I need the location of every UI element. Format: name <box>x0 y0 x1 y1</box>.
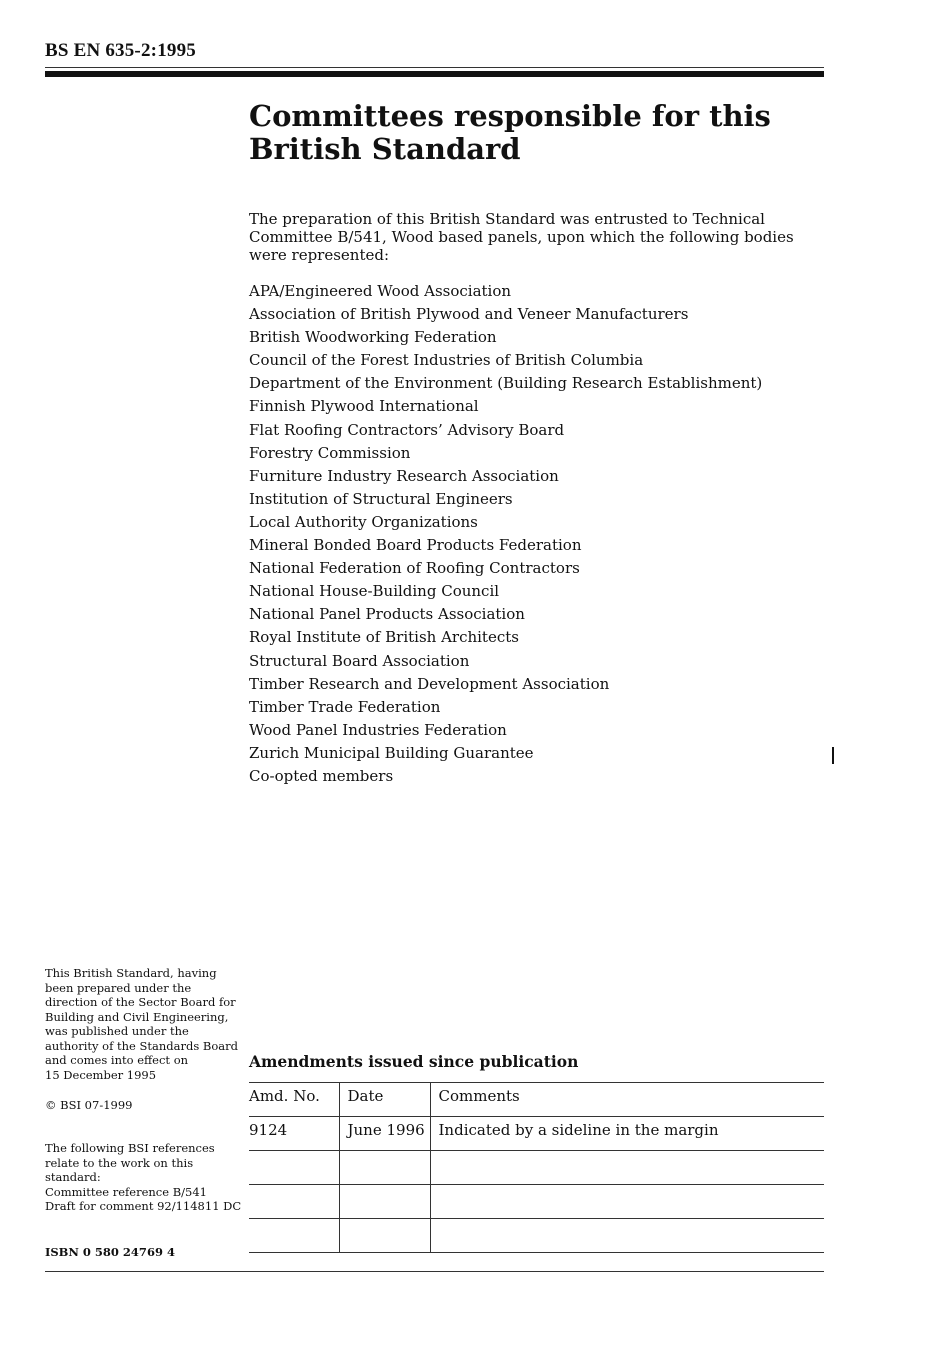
amendments-title: Amendments issued since publication <box>249 1052 579 1071</box>
comments-cell: Indicated by a sideline in the margin <box>430 1117 824 1151</box>
references-line: The following BSI references <box>45 1141 215 1155</box>
amendments-table <box>249 1082 824 1253</box>
column-header-comments: Comments <box>430 1083 824 1117</box>
list-item: Forestry Commission <box>249 443 411 462</box>
list-item: Institution of Structural Engineers <box>249 489 513 508</box>
amd-no-cell <box>249 1219 339 1253</box>
amd-no-cell: 9124 <box>249 1117 339 1151</box>
publication-note-line: direction of the Sector Board for <box>45 995 236 1009</box>
column-header-amd-no: Amd. No. <box>249 1083 339 1117</box>
list-item: Wood Panel Industries Federation <box>249 720 507 739</box>
list-item: Co-opted members <box>249 766 394 785</box>
list-item: National House-Building Council <box>249 582 500 601</box>
represented-bodies-list <box>249 282 762 790</box>
references-line: Committee reference B/541 <box>45 1184 207 1199</box>
title-line-2: British Standard <box>249 132 521 166</box>
publication-note-line: and comes into effect on <box>45 1053 189 1067</box>
date-cell <box>339 1185 430 1219</box>
list-item: Finnish Plywood International <box>249 397 479 416</box>
amd-no-cell <box>249 1185 339 1219</box>
list-item: Local Authority Organizations <box>249 512 478 531</box>
references-line: relate to the work on this <box>45 1155 194 1170</box>
table-header-row <box>249 1083 824 1117</box>
header-thick-rule <box>45 71 824 77</box>
list-item: National Panel Products Association <box>249 605 525 624</box>
publication-note-line: Building and Civil Engineering, <box>45 1009 229 1024</box>
list-item: Mineral Bonded Board Products Federation <box>249 536 582 555</box>
publication-note-line: was published under the <box>45 1024 189 1038</box>
publication-note <box>45 966 245 1082</box>
footer-rule <box>45 1271 824 1272</box>
list-item: Structural Board Association <box>249 651 470 670</box>
list-item: Furniture Industry Research Association <box>249 466 559 485</box>
table-row <box>249 1219 824 1253</box>
date-cell <box>339 1151 430 1185</box>
publication-note-line: 15 December 1995 <box>45 1067 157 1082</box>
title-line-1: Committees responsible for this <box>249 99 771 133</box>
list-item: National Federation of Roofing Contractors <box>249 559 580 578</box>
document-code: BS EN 635-2:1995 <box>45 40 196 61</box>
isbn: ISBN 0 580 24769 4 <box>45 1245 175 1259</box>
publication-note-line: This British Standard, having <box>45 966 217 980</box>
date-cell: June 1996 <box>339 1117 430 1151</box>
comments-cell <box>430 1151 824 1185</box>
publication-note-line: authority of the Standards Board <box>45 1038 238 1053</box>
table-row <box>249 1185 824 1219</box>
references-line: standard: <box>45 1170 101 1184</box>
bsi-references-note <box>45 1141 245 1214</box>
column-header-date: Date <box>339 1083 430 1117</box>
list-item: Timber Trade Federation <box>249 697 441 716</box>
amendment-sideline <box>832 747 834 764</box>
list-item: Council of the Forest Industries of British Columbia <box>249 351 644 370</box>
list-item: Association of British Plywood and Veneer Manufacturers <box>249 305 689 324</box>
table-row <box>249 1117 824 1151</box>
intro-paragraph: The preparation of this British Standard was entrusted to Technical Committee B/541, Wood based panels, upon which the following bodies were represented: <box>249 210 794 264</box>
copyright-note: © BSI 07-1999 <box>45 1098 133 1112</box>
comments-cell <box>430 1219 824 1253</box>
comments-cell <box>430 1185 824 1219</box>
references-line: Draft for comment 92/114811 DC <box>45 1199 242 1213</box>
date-cell <box>339 1219 430 1253</box>
list-item: Department of the Environment (Building Research Establishment) <box>249 374 763 393</box>
list-item: APA/Engineered Wood Association <box>249 282 512 300</box>
header-thin-rule <box>45 67 824 68</box>
page-title <box>249 100 824 166</box>
list-item: Zurich Municipal Building Guarantee <box>249 743 534 762</box>
list-item: Royal Institute of British Architects <box>249 628 519 647</box>
table-row <box>249 1151 824 1185</box>
amd-no-cell <box>249 1151 339 1185</box>
list-item: Flat Roofing Contractors’ Advisory Board <box>249 420 565 439</box>
publication-note-line: been prepared under the <box>45 980 192 995</box>
list-item: British Woodworking Federation <box>249 328 497 347</box>
list-item: Timber Research and Development Association <box>249 674 610 693</box>
